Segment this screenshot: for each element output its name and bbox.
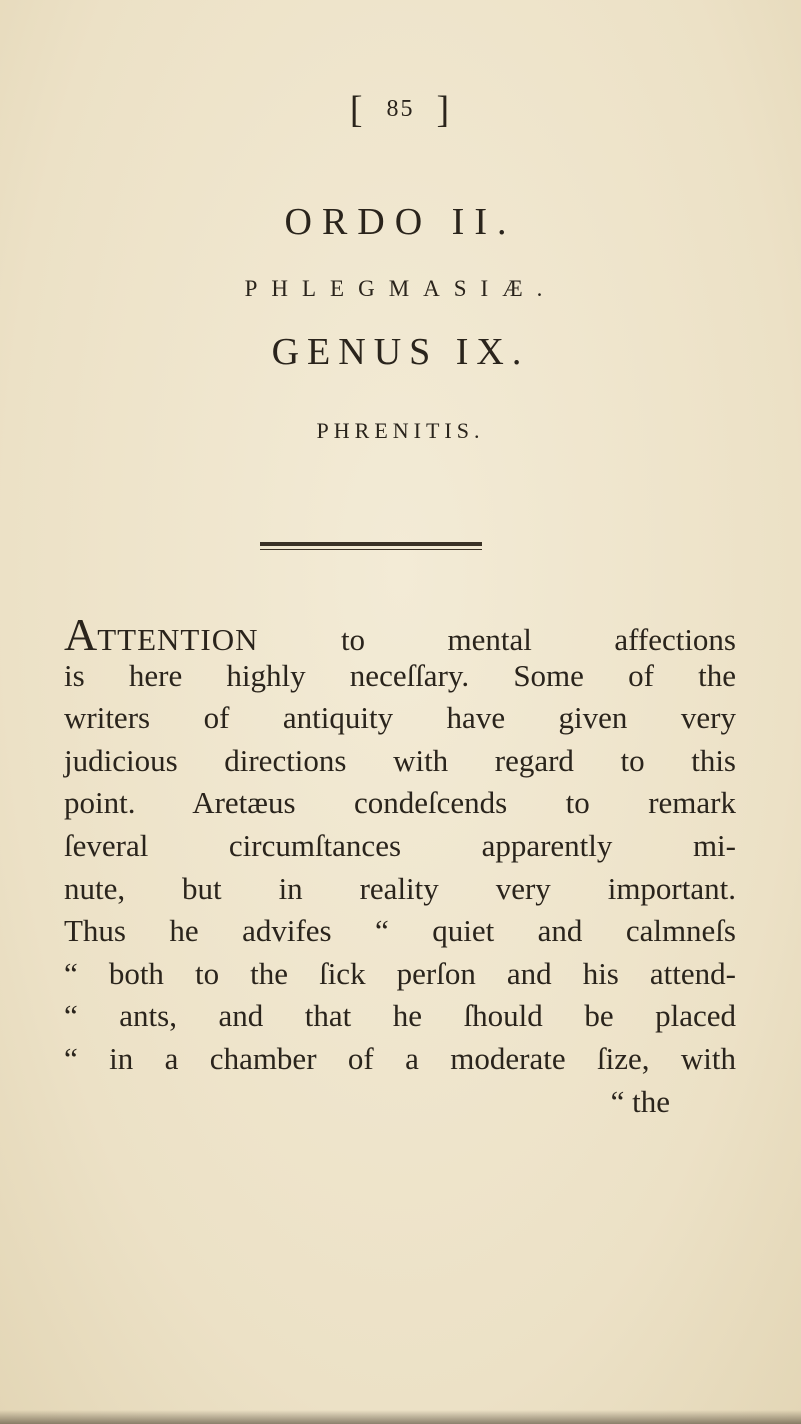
class-heading: PHLEGMASIÆ. bbox=[244, 276, 557, 301]
genus-heading: GENUS IX. bbox=[271, 331, 530, 373]
page-number: 85 bbox=[386, 96, 415, 122]
text-line-9: “ both to the ſick perſon and his attend- bbox=[64, 955, 736, 991]
text-line-11: “ in a chamber of a moderate ſize, with bbox=[64, 1040, 736, 1076]
body-text bbox=[64, 609, 736, 1123]
text-line-10: “ ants, and that he ſhould be placed bbox=[64, 998, 736, 1034]
order-heading: ORDO II. bbox=[284, 201, 517, 243]
drop-cap: A bbox=[64, 609, 98, 660]
text-line-8: Thus he advifes “ quiet and calmneſs bbox=[64, 913, 736, 949]
page-bottom-edge bbox=[0, 1410, 801, 1424]
page-header bbox=[0, 88, 801, 132]
text-line-1 bbox=[64, 609, 736, 660]
text-line-3: writers of antiquity have given very bbox=[64, 700, 736, 736]
bracket-right: ] bbox=[436, 89, 452, 131]
disease-heading: PHRENITIS. bbox=[316, 418, 485, 443]
line-1-text: to mental affections bbox=[258, 622, 736, 657]
text-line-4: judicious directions with regard to this bbox=[64, 742, 736, 778]
text-line-5: point. Aretæus condeſcends to remark bbox=[64, 785, 736, 821]
text-line-7: nute, but in reality very important. bbox=[64, 870, 736, 906]
catchword: “ the bbox=[610, 1083, 670, 1119]
text-line-6: ſeveral circumſtances apparently mi- bbox=[64, 827, 736, 863]
first-word-rest: TTENTION bbox=[97, 622, 259, 657]
section-divider bbox=[260, 542, 482, 550]
text-line-2: is here highly neceſſary. Some of the bbox=[64, 657, 736, 693]
bracket-left: [ bbox=[349, 89, 365, 131]
